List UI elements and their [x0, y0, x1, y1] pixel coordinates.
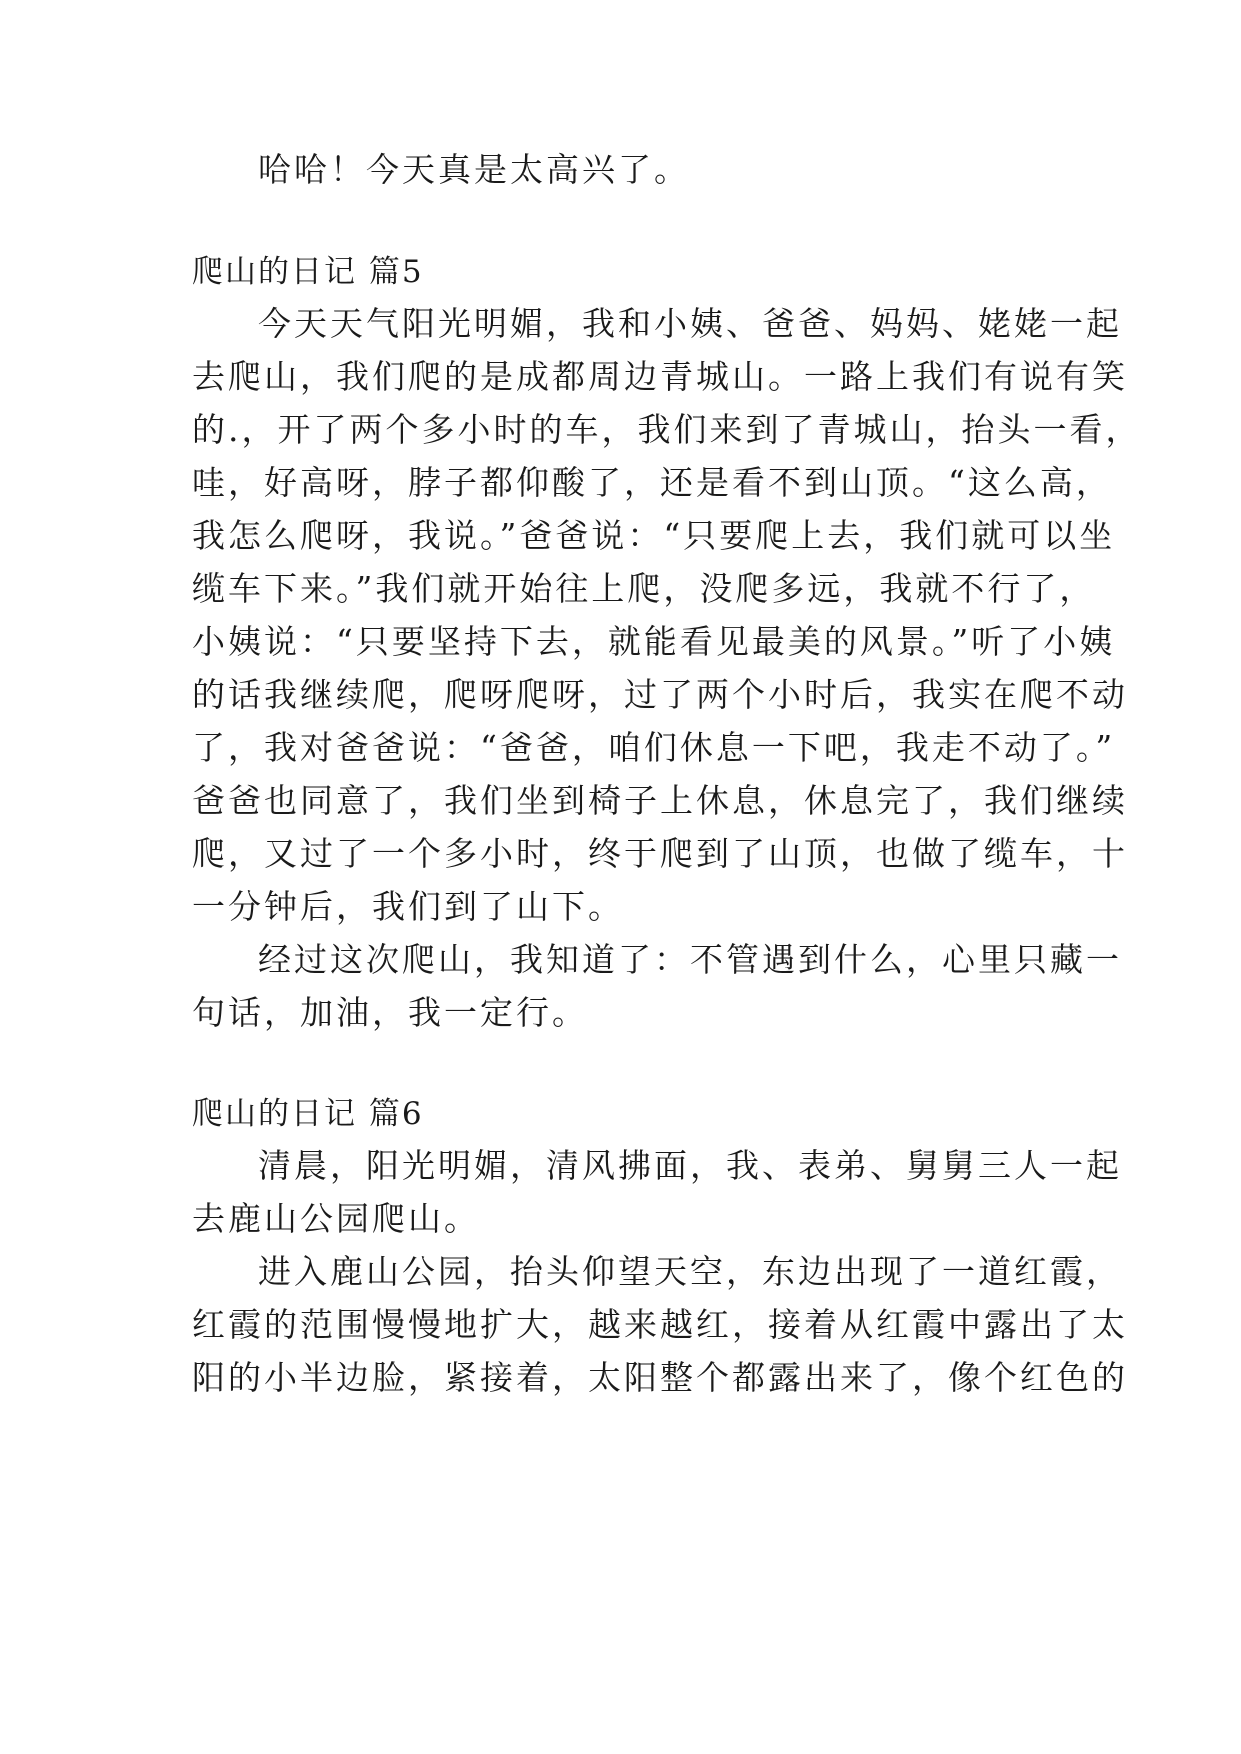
paragraph-line: 去爬山，我们爬的是成都周边青城山。一路上我们有说有笑	[192, 357, 1128, 396]
intro-line: 哈哈！今天真是太高兴了。	[258, 150, 690, 189]
paragraph-line: 哇，好高呀，脖子都仰酸了，还是看不到山顶。“这么高，	[192, 463, 1112, 502]
paragraph-line: 我怎么爬呀，我说。”爸爸说：“只要爬上去，我们就可以坐	[192, 516, 1116, 555]
paragraph-line: 阳的小半边脸，紧接着，太阳整个都露出来了，像个红色的	[192, 1358, 1128, 1397]
paragraph-line: 清晨，阳光明媚，清风拂面，我、表弟、舅舅三人一起	[258, 1146, 1122, 1185]
paragraph-line: 的.，开了两个多小时的车，我们来到了青城山，抬头一看，	[192, 410, 1142, 449]
paragraph-line: 经过这次爬山，我知道了：不管遇到什么，心里只藏一	[258, 940, 1122, 979]
paragraph-line: 句话，加油，我一定行。	[192, 993, 588, 1032]
paragraph-line: 缆车下来。”我们就开始往上爬，没爬多远，我就不行了，	[192, 569, 1096, 608]
paragraph-line: 的话我继续爬，爬呀爬呀，过了两个小时后，我实在爬不动	[192, 675, 1128, 714]
section-5-title: 爬山的日记 篇5	[192, 254, 424, 290]
section-6-title: 爬山的日记 篇6	[192, 1096, 424, 1132]
paragraph-line: 爬，又过了一个多小时，终于爬到了山顶，也做了缆车，十	[192, 834, 1128, 873]
paragraph-line: 了，我对爸爸说：“爸爸，咱们休息一下吧，我走不动了。”	[192, 728, 1116, 767]
paragraph-line: 爸爸也同意了，我们坐到椅子上休息，休息完了，我们继续	[192, 781, 1128, 820]
paragraph-line: 一分钟后，我们到了山下。	[192, 887, 624, 926]
paragraph-line: 进入鹿山公园，抬头仰望天空，东边出现了一道红霞，	[258, 1252, 1122, 1291]
paragraph-line: 今天天气阳光明媚，我和小姨、爸爸、妈妈、姥姥一起	[258, 304, 1122, 343]
paragraph-line: 去鹿山公园爬山。	[192, 1199, 480, 1238]
paragraph-line: 红霞的范围慢慢地扩大，越来越红，接着从红霞中露出了太	[192, 1305, 1128, 1344]
paragraph-line: 小姨说：“只要坚持下去，就能看见最美的风景。”听了小姨	[192, 622, 1116, 661]
